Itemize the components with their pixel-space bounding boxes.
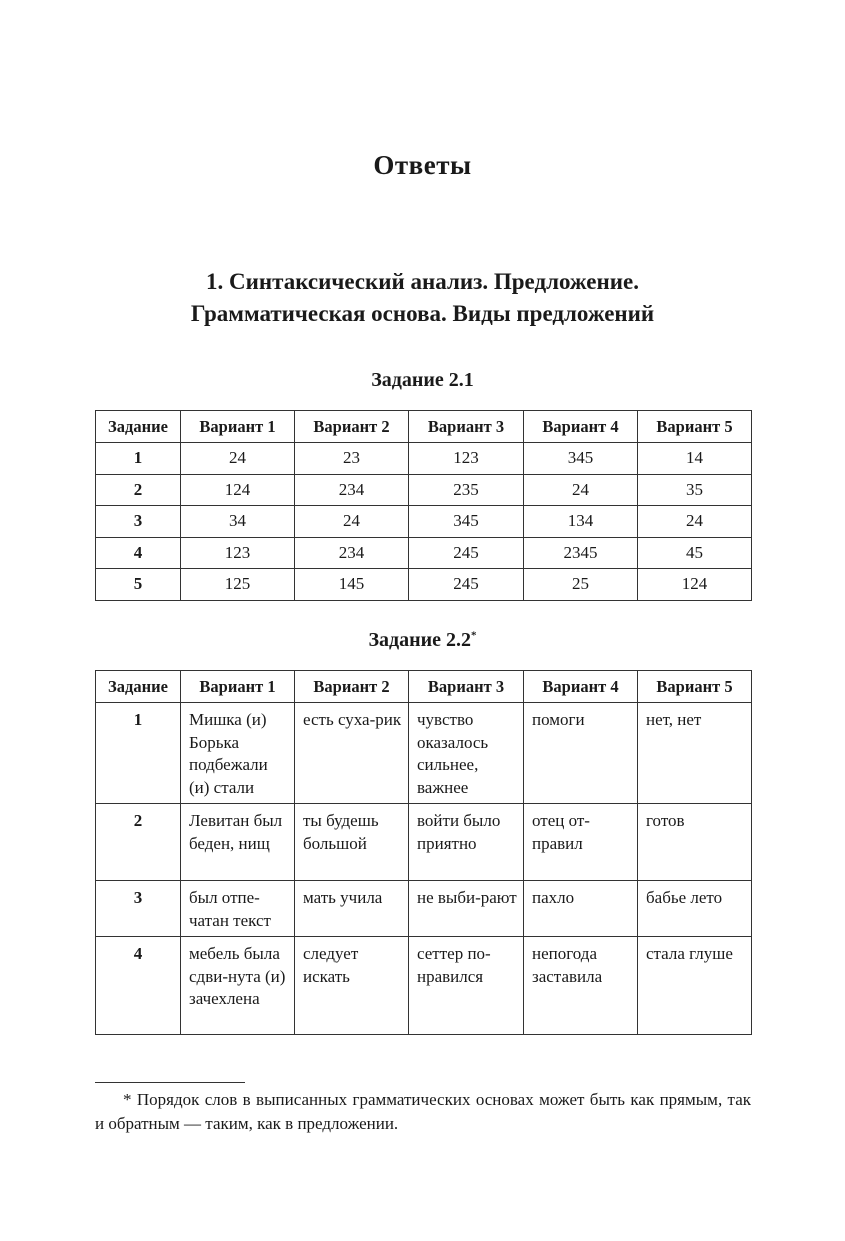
task-number-cell: 2 bbox=[96, 474, 181, 506]
table-row bbox=[96, 703, 752, 804]
section-title bbox=[0, 266, 845, 330]
table-cell: сеттер по-нравился bbox=[409, 937, 524, 1035]
table-cell: 24 bbox=[524, 474, 638, 506]
table-cell: 24 bbox=[295, 506, 409, 538]
section-title-line-1: 1. Синтаксический анализ. Предложение. bbox=[206, 269, 639, 294]
table-cell: 124 bbox=[181, 474, 295, 506]
table-cell: 45 bbox=[638, 537, 752, 569]
table-cell: 35 bbox=[638, 474, 752, 506]
table-cell: был отпе-чатан текст bbox=[181, 881, 295, 937]
footnote-marker: * bbox=[471, 629, 477, 642]
table-row bbox=[96, 537, 752, 569]
table-cell: готов bbox=[638, 804, 752, 881]
task-2-1-table bbox=[95, 410, 752, 601]
column-header: Задание bbox=[96, 411, 181, 443]
task-number-cell: 1 bbox=[96, 703, 181, 804]
task-2-2-title-text: Задание 2.2 bbox=[368, 629, 472, 651]
table-row bbox=[96, 474, 752, 506]
table-cell: отец от-правил bbox=[524, 804, 638, 881]
table-cell: следует искать bbox=[295, 937, 409, 1035]
table-cell: 123 bbox=[181, 537, 295, 569]
table-cell: Мишка (и) Борька подбежали (и) стали bbox=[181, 703, 295, 804]
table-cell: помоги bbox=[524, 703, 638, 804]
column-header: Вариант 2 bbox=[295, 411, 409, 443]
task-number-cell: 1 bbox=[96, 443, 181, 475]
task-2-2-title bbox=[0, 629, 845, 652]
column-header: Вариант 5 bbox=[638, 411, 752, 443]
table-cell: мать учила bbox=[295, 881, 409, 937]
column-header: Вариант 5 bbox=[638, 671, 752, 703]
table-row bbox=[96, 443, 752, 475]
column-header: Вариант 1 bbox=[181, 671, 295, 703]
footnote: * Порядок слов в выписанных грамматических основах может быть как прямым, так и обратным — таким, как в предложении. bbox=[95, 1090, 751, 1133]
table-cell: 125 bbox=[181, 569, 295, 601]
table-header-row bbox=[96, 411, 752, 443]
table-cell: Левитан был беден, нищ bbox=[181, 804, 295, 881]
table-cell: 234 bbox=[295, 537, 409, 569]
table-cell: 345 bbox=[409, 506, 524, 538]
table-cell: 2345 bbox=[524, 537, 638, 569]
table-cell: 25 bbox=[524, 569, 638, 601]
table-header-row bbox=[96, 671, 752, 703]
table-cell: 123 bbox=[409, 443, 524, 475]
footnote-divider bbox=[95, 1082, 245, 1083]
table-cell: 24 bbox=[181, 443, 295, 475]
table-cell: 134 bbox=[524, 506, 638, 538]
section-title-line-2: Грамматическая основа. Виды предложений bbox=[190, 301, 655, 326]
table-cell: 145 bbox=[295, 569, 409, 601]
table-cell: войти было приятно bbox=[409, 804, 524, 881]
table-cell: 234 bbox=[295, 474, 409, 506]
table-row bbox=[96, 506, 752, 538]
task-number-cell: 4 bbox=[96, 537, 181, 569]
column-header: Задание bbox=[96, 671, 181, 703]
column-header: Вариант 3 bbox=[409, 411, 524, 443]
task-number-cell: 5 bbox=[96, 569, 181, 601]
table-cell: 124 bbox=[638, 569, 752, 601]
page-title: Ответы bbox=[373, 150, 472, 180]
table-cell: 345 bbox=[524, 443, 638, 475]
table-row bbox=[96, 881, 752, 937]
task-number-cell: 4 bbox=[96, 937, 181, 1035]
column-header: Вариант 4 bbox=[524, 411, 638, 443]
task-number-cell: 2 bbox=[96, 804, 181, 881]
table-cell: ты будешь большой bbox=[295, 804, 409, 881]
column-header: Вариант 2 bbox=[295, 671, 409, 703]
table-cell: не выби-рают bbox=[409, 881, 524, 937]
table-cell: 235 bbox=[409, 474, 524, 506]
task-number-cell: 3 bbox=[96, 506, 181, 538]
task-2-2-table bbox=[95, 670, 752, 1035]
column-header: Вариант 4 bbox=[524, 671, 638, 703]
task-number-cell: 3 bbox=[96, 881, 181, 937]
table-cell: непогода заставила bbox=[524, 937, 638, 1035]
table-row bbox=[96, 804, 752, 881]
table-cell: 245 bbox=[409, 537, 524, 569]
table-cell: бабье лето bbox=[638, 881, 752, 937]
table-row bbox=[96, 569, 752, 601]
table-cell: 245 bbox=[409, 569, 524, 601]
table-row bbox=[96, 937, 752, 1035]
table-cell: есть суха-рик bbox=[295, 703, 409, 804]
table-cell: пахло bbox=[524, 881, 638, 937]
column-header: Вариант 3 bbox=[409, 671, 524, 703]
table-cell: 14 bbox=[638, 443, 752, 475]
table-cell: 24 bbox=[638, 506, 752, 538]
table-cell: стала глуше bbox=[638, 937, 752, 1035]
table-cell: нет, нет bbox=[638, 703, 752, 804]
table-cell: мебель была сдви-нута (и) зачехлена bbox=[181, 937, 295, 1035]
table-cell: 34 bbox=[181, 506, 295, 538]
column-header: Вариант 1 bbox=[181, 411, 295, 443]
table-cell: чувство оказалось сильнее, важнее bbox=[409, 703, 524, 804]
task-2-1-title: Задание 2.1 bbox=[371, 369, 474, 391]
table-cell: 23 bbox=[295, 443, 409, 475]
